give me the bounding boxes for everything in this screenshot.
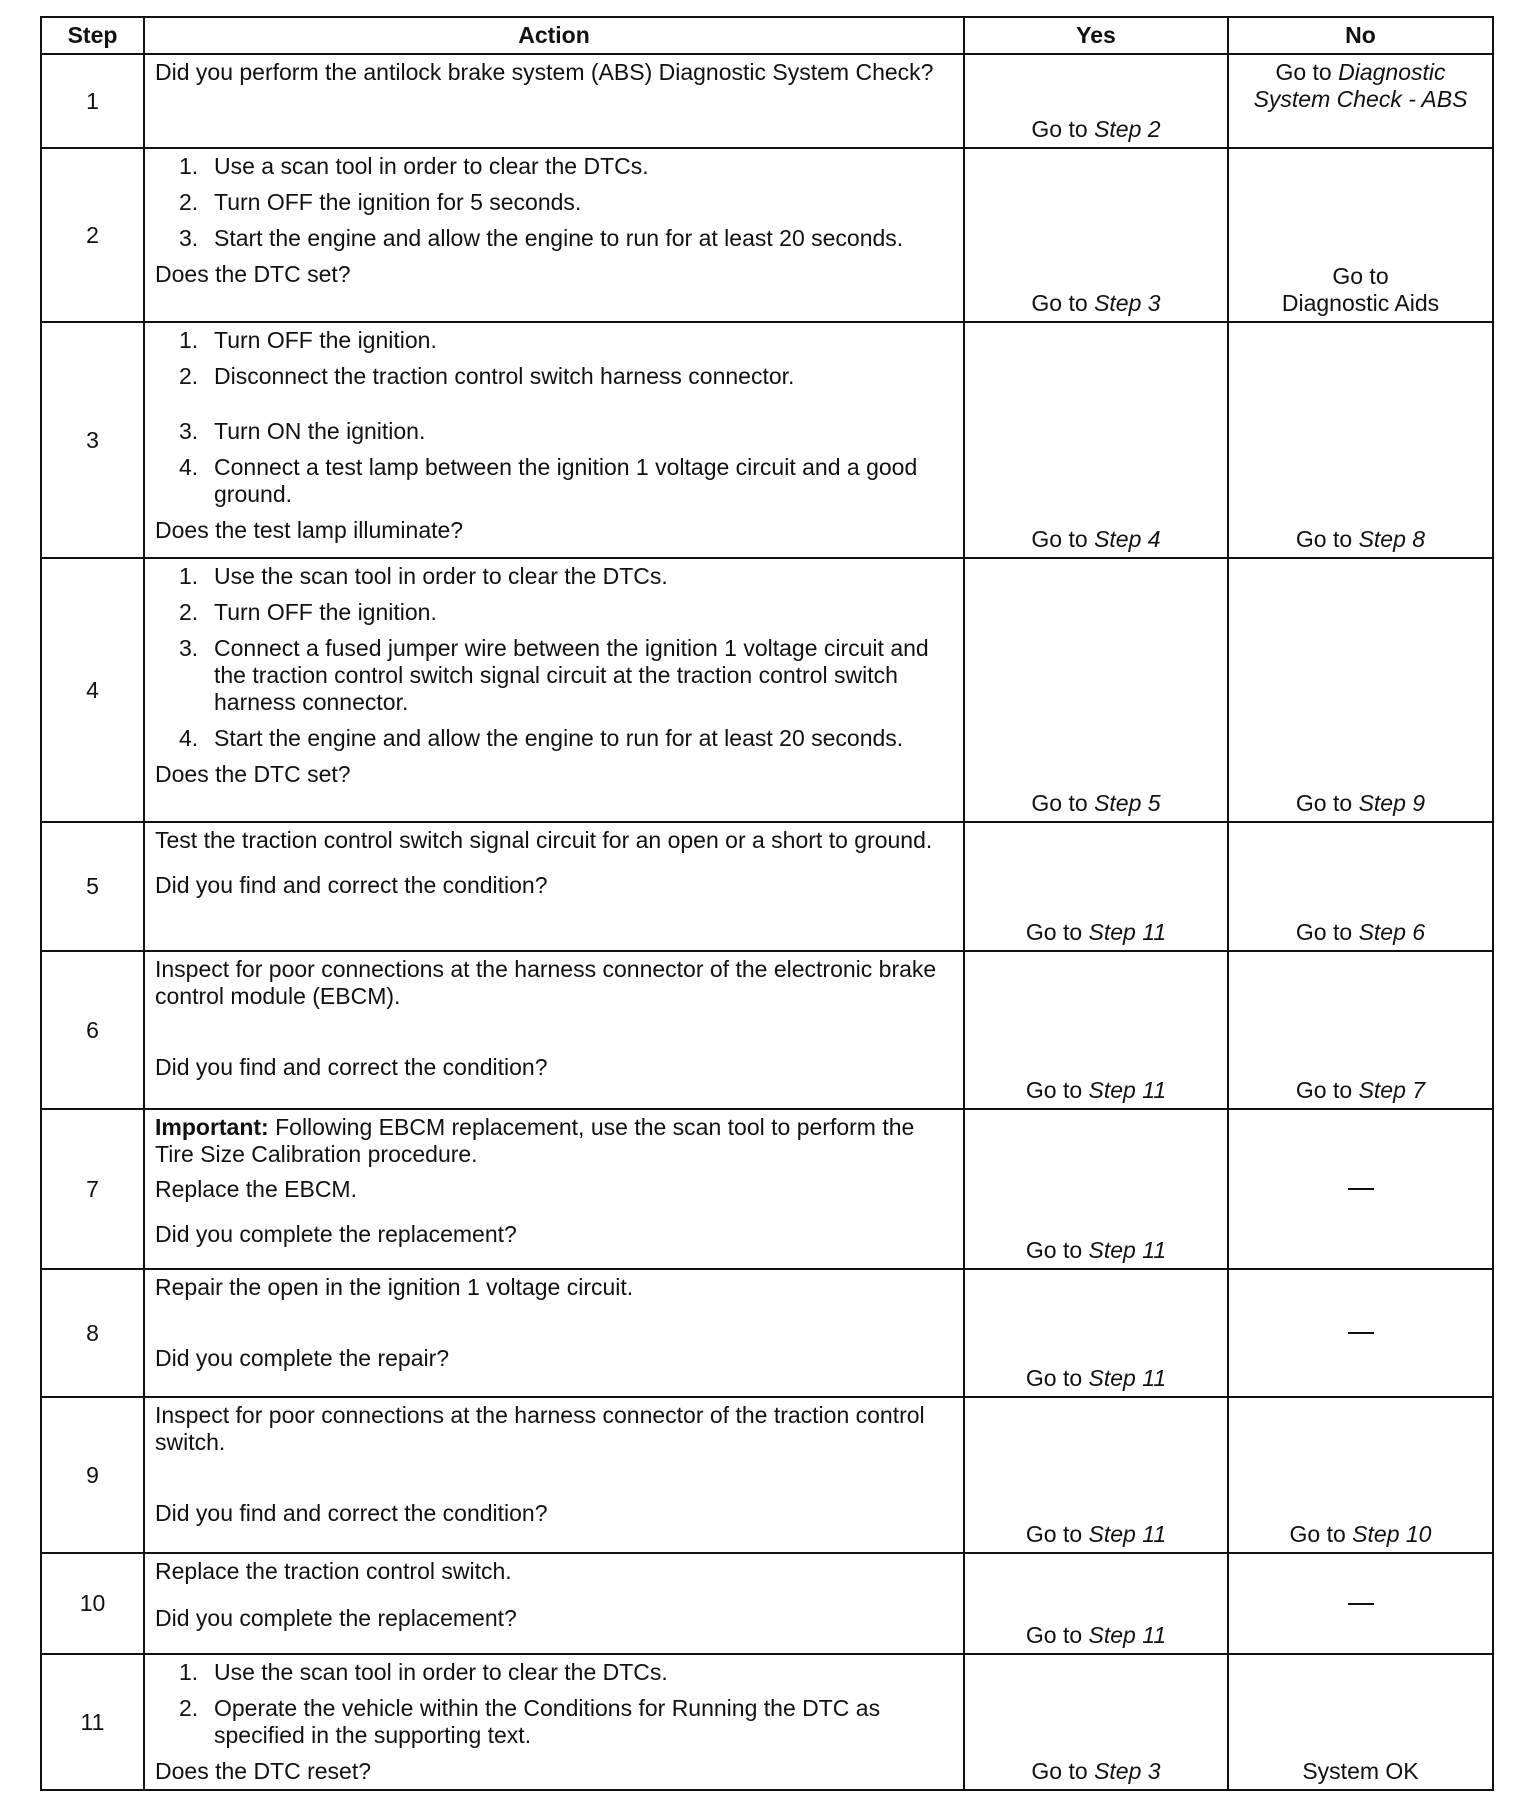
yes-link[interactable]: Step 4 bbox=[1094, 526, 1161, 552]
yes-link[interactable]: Step 3 bbox=[1094, 1758, 1161, 1784]
yes-cell bbox=[964, 322, 1228, 558]
yes-link[interactable]: Step 11 bbox=[1088, 1365, 1167, 1391]
list-item: 1. Use the scan tool in order to clear the DTCs. bbox=[179, 1659, 668, 1685]
diagnostic-table bbox=[40, 16, 1494, 1791]
action-question: Did you find and correct the condition? bbox=[155, 872, 548, 898]
no-link[interactable]: Step 8 bbox=[1358, 526, 1426, 552]
no-link[interactable]: Diagnostic Aids bbox=[1281, 290, 1440, 316]
yes-prefix: Go to bbox=[1031, 290, 1095, 316]
no-prefix: Go to bbox=[1295, 790, 1359, 816]
no-cell bbox=[1228, 822, 1493, 951]
action-list bbox=[155, 153, 953, 252]
no-prefix: Go to bbox=[1295, 526, 1359, 552]
action-cell bbox=[144, 951, 964, 1109]
action-list bbox=[155, 327, 953, 508]
action-cell bbox=[144, 322, 964, 558]
step-row-1 bbox=[41, 54, 1493, 148]
step-number: 4 bbox=[41, 558, 144, 822]
empty-dash bbox=[1348, 1603, 1374, 1605]
yes-prefix: Go to bbox=[1031, 526, 1095, 552]
step-number: 1 bbox=[41, 54, 144, 148]
yes-prefix: Go to bbox=[1025, 1521, 1089, 1547]
step-number: 5 bbox=[41, 822, 144, 951]
yes-link[interactable]: Step 11 bbox=[1088, 1622, 1167, 1648]
no-prefix: Go to bbox=[1295, 919, 1359, 945]
no-cell bbox=[1228, 1109, 1493, 1269]
step-number: 9 bbox=[41, 1397, 144, 1553]
list-item: 2. Turn OFF the ignition. bbox=[179, 599, 437, 625]
action-cell bbox=[144, 1654, 964, 1790]
yes-link[interactable]: Step 3 bbox=[1094, 290, 1161, 316]
list-item: 3. Connect a fused jumper wire between the ignition 1 voltage circuit and the traction control switch signal circuit at the traction control switch harness connector. bbox=[179, 635, 929, 715]
step-row-3 bbox=[41, 322, 1493, 558]
yes-link[interactable]: Step 11 bbox=[1088, 919, 1167, 945]
yes-prefix: Go to bbox=[1031, 790, 1095, 816]
action-cell bbox=[144, 54, 964, 148]
action-cell bbox=[144, 558, 964, 822]
action-text: Replace the traction control switch. bbox=[155, 1558, 512, 1584]
list-item: 1. Use a scan tool in order to clear the DTCs. bbox=[179, 153, 649, 179]
yes-cell bbox=[964, 1269, 1228, 1397]
header-no: No bbox=[1228, 17, 1493, 54]
yes-prefix: Go to bbox=[1025, 1622, 1089, 1648]
no-link[interactable]: Diagnostic System Check - ABS bbox=[1253, 59, 1468, 112]
action-question: Did you complete the replacement? bbox=[155, 1605, 517, 1631]
action-question: Did you complete the repair? bbox=[155, 1345, 450, 1371]
list-item: 2. Disconnect the traction control switch harness connector. bbox=[179, 363, 795, 389]
list-item: 3. Start the engine and allow the engine to run for at least 20 seconds. bbox=[179, 225, 904, 251]
action-cell bbox=[144, 148, 964, 322]
action-question: Does the DTC reset? bbox=[155, 1758, 372, 1784]
no-cell bbox=[1228, 1269, 1493, 1397]
important-label: Important: bbox=[155, 1114, 269, 1140]
yes-cell bbox=[964, 148, 1228, 322]
no-cell bbox=[1228, 148, 1493, 322]
yes-prefix: Go to bbox=[1025, 1365, 1089, 1391]
action-list bbox=[155, 563, 953, 752]
no-result: System OK bbox=[1302, 1758, 1419, 1784]
no-cell bbox=[1228, 558, 1493, 822]
no-link[interactable]: Step 9 bbox=[1358, 790, 1426, 816]
no-cell bbox=[1228, 1397, 1493, 1553]
action-question: Does the DTC set? bbox=[155, 761, 351, 787]
step-row-4 bbox=[41, 558, 1493, 822]
important-text: Following EBCM replacement, use the scan tool to perform the Tire Size Calibration procedure. bbox=[155, 1114, 915, 1167]
step-row-9 bbox=[41, 1397, 1493, 1553]
action-cell bbox=[144, 1553, 964, 1654]
yes-link[interactable]: Step 11 bbox=[1088, 1077, 1167, 1103]
yes-cell bbox=[964, 1109, 1228, 1269]
step-row-5 bbox=[41, 822, 1493, 951]
no-cell bbox=[1228, 951, 1493, 1109]
yes-cell bbox=[964, 822, 1228, 951]
action-list bbox=[155, 1659, 953, 1749]
no-text-line1: Go to bbox=[1332, 263, 1389, 289]
step-row-8 bbox=[41, 1269, 1493, 1397]
action-cell bbox=[144, 822, 964, 951]
yes-cell bbox=[964, 1397, 1228, 1553]
empty-dash bbox=[1348, 1188, 1374, 1190]
step-row-6 bbox=[41, 951, 1493, 1109]
action-text: Inspect for poor connections at the harness connector of the traction control switch. bbox=[155, 1402, 925, 1455]
empty-dash bbox=[1348, 1332, 1374, 1334]
action-text: Inspect for poor connections at the harness connector of the electronic brake control module (EBCM). bbox=[155, 956, 937, 1009]
no-link[interactable]: Step 10 bbox=[1352, 1521, 1432, 1547]
step-number: 7 bbox=[41, 1109, 144, 1269]
no-cell bbox=[1228, 1654, 1493, 1790]
no-cell bbox=[1228, 322, 1493, 558]
header-step: Step bbox=[41, 17, 144, 54]
step-row-11 bbox=[41, 1654, 1493, 1790]
yes-cell bbox=[964, 1553, 1228, 1654]
step-row-7 bbox=[41, 1109, 1493, 1269]
yes-cell bbox=[964, 558, 1228, 822]
header-action: Action bbox=[144, 17, 964, 54]
action-text: Repair the open in the ignition 1 voltage circuit. bbox=[155, 1274, 634, 1300]
step-row-10 bbox=[41, 1553, 1493, 1654]
yes-prefix: Go to bbox=[1025, 1237, 1089, 1263]
no-link[interactable]: Step 7 bbox=[1358, 1077, 1426, 1103]
step-row-2 bbox=[41, 148, 1493, 322]
yes-cell bbox=[964, 54, 1228, 148]
action-question: Did you complete the replacement? bbox=[155, 1221, 517, 1247]
yes-link[interactable]: Step 11 bbox=[1088, 1237, 1167, 1263]
action-text: Replace the EBCM. bbox=[155, 1176, 357, 1202]
list-item: 4. Connect a test lamp between the ignition 1 voltage circuit and a good ground. bbox=[179, 454, 918, 507]
yes-link[interactable]: Step 5 bbox=[1094, 790, 1161, 816]
no-link[interactable]: Step 6 bbox=[1358, 919, 1426, 945]
no-prefix: Go to bbox=[1275, 59, 1339, 85]
no-prefix: Go to bbox=[1295, 1077, 1359, 1103]
action-text: Did you perform the antilock brake system (ABS) Diagnostic System Check? bbox=[155, 59, 934, 85]
no-cell bbox=[1228, 1553, 1493, 1654]
step-number: 2 bbox=[41, 148, 144, 322]
action-text: Test the traction control switch signal circuit for an open or a short to ground. bbox=[155, 827, 933, 853]
list-item: 2. Turn OFF the ignition for 5 seconds. bbox=[179, 189, 582, 215]
action-cell bbox=[144, 1109, 964, 1269]
step-number: 3 bbox=[41, 322, 144, 558]
header-yes: Yes bbox=[964, 17, 1228, 54]
action-cell bbox=[144, 1269, 964, 1397]
action-question: Does the DTC set? bbox=[155, 261, 351, 287]
header-row bbox=[41, 17, 1493, 54]
step-number: 6 bbox=[41, 951, 144, 1109]
step-number: 11 bbox=[41, 1654, 144, 1790]
list-item: 3. Turn ON the ignition. bbox=[179, 418, 426, 444]
yes-prefix: Go to bbox=[1025, 919, 1089, 945]
list-item: 2. Operate the vehicle within the Conditions for Running the DTC as specified in the supporting text. bbox=[179, 1695, 881, 1748]
yes-prefix: Go to bbox=[1031, 1758, 1095, 1784]
yes-cell bbox=[964, 1654, 1228, 1790]
list-item: 1. Turn OFF the ignition. bbox=[179, 327, 437, 353]
list-item: 1. Use the scan tool in order to clear the DTCs. bbox=[179, 563, 668, 589]
yes-prefix: Go to bbox=[1031, 116, 1095, 142]
action-question: Did you find and correct the condition? bbox=[155, 1500, 548, 1526]
no-cell bbox=[1228, 54, 1493, 148]
step-number: 8 bbox=[41, 1269, 144, 1397]
step-number: 10 bbox=[41, 1553, 144, 1654]
action-question: Does the test lamp illuminate? bbox=[155, 517, 464, 543]
no-prefix: Go to bbox=[1289, 1521, 1353, 1547]
yes-cell bbox=[964, 951, 1228, 1109]
important-note bbox=[155, 1114, 953, 1168]
yes-link[interactable]: Step 11 bbox=[1088, 1521, 1167, 1547]
yes-link[interactable]: Step 2 bbox=[1094, 116, 1161, 142]
yes-prefix: Go to bbox=[1025, 1077, 1089, 1103]
action-question: Did you find and correct the condition? bbox=[155, 1054, 548, 1080]
action-cell bbox=[144, 1397, 964, 1553]
list-item: 4. Start the engine and allow the engine to run for at least 20 seconds. bbox=[179, 725, 904, 751]
